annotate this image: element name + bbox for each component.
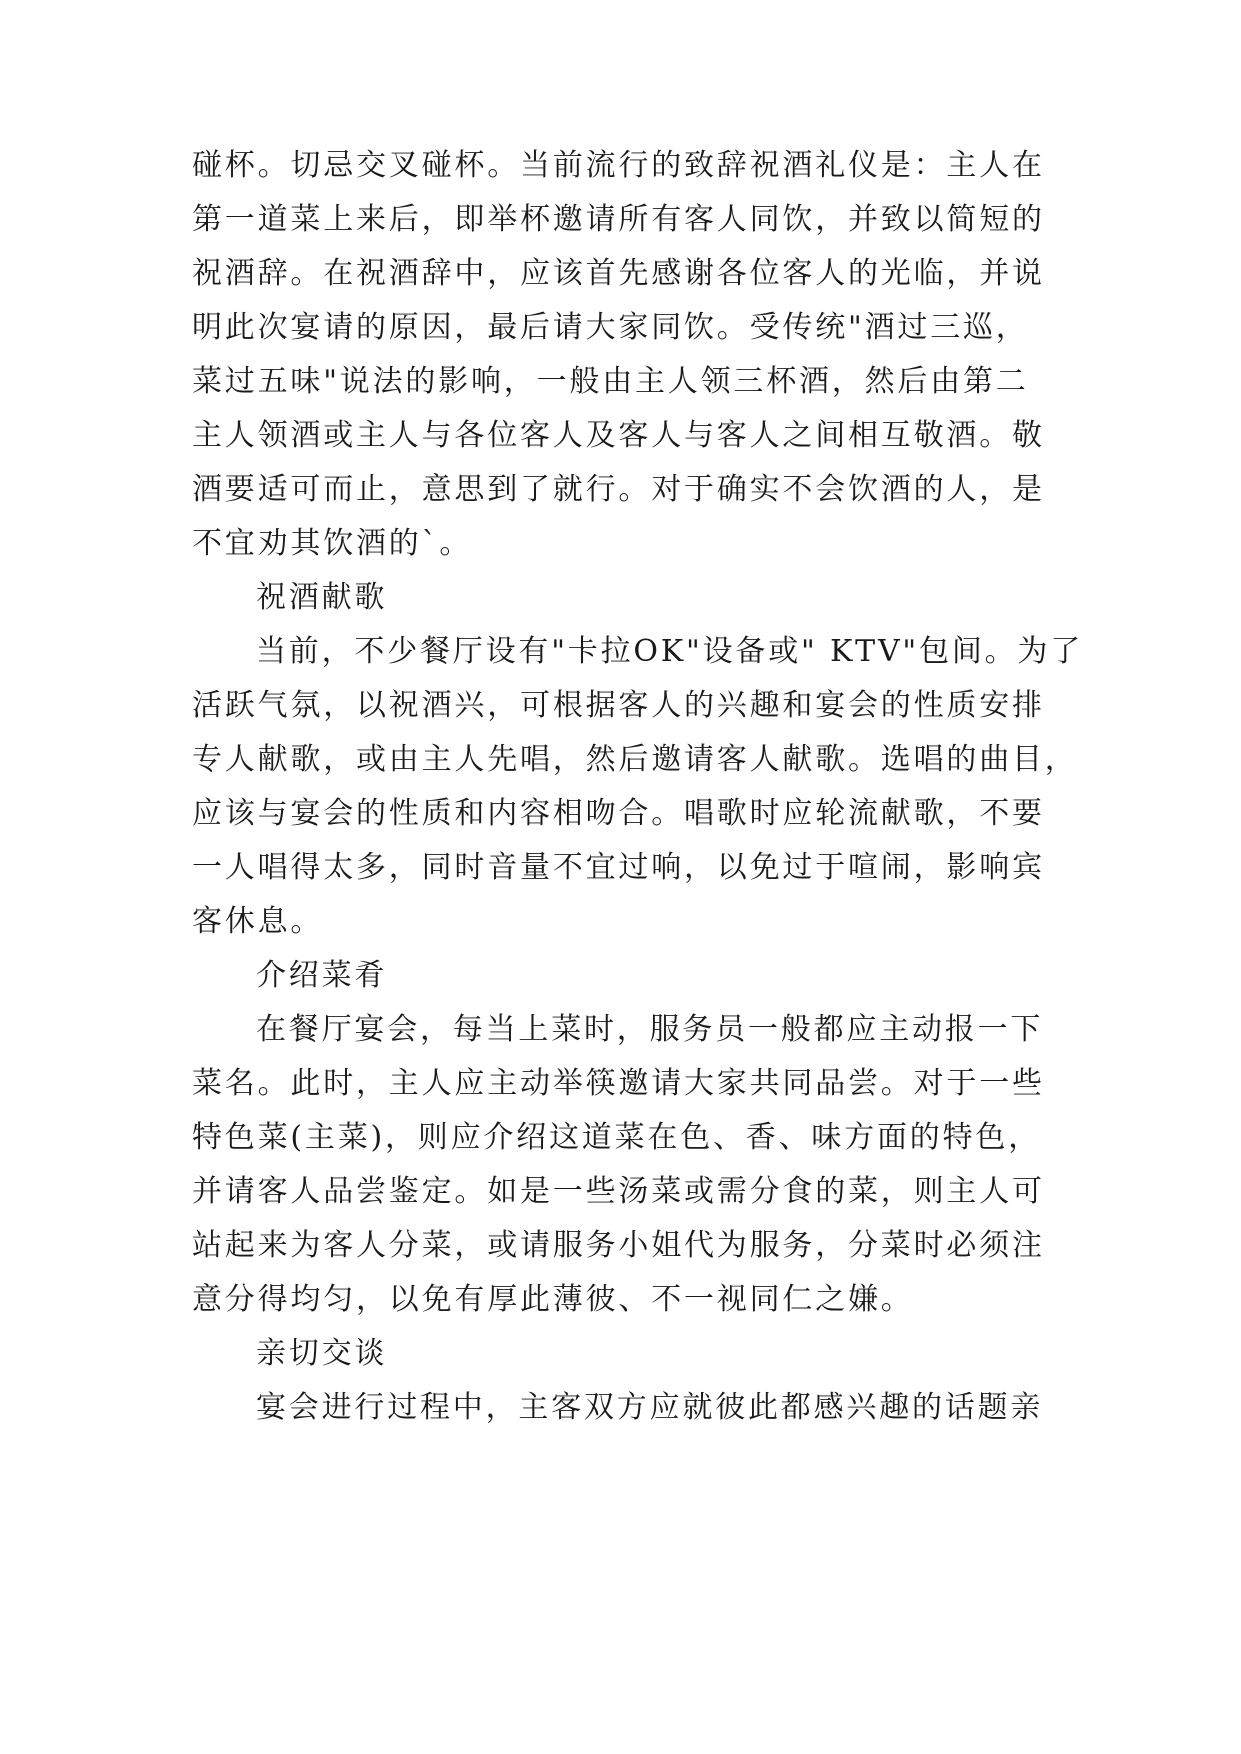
text-line: 不宜劝其饮酒的`。 — [192, 526, 473, 561]
text-line: 应该与宴会的性质和内容相吻合。唱歌时应轮流献歌，不要 — [192, 796, 1045, 831]
text-line: 祝酒辞。在祝酒辞中，应该首先感谢各位客人的光临，并说 — [192, 256, 1045, 291]
text-line: 菜名。此时，主人应主动举筷邀请大家共同品尝。对于一些 — [192, 1066, 1045, 1101]
text-line: 活跃气氛，以祝酒兴，可根据客人的兴趣和宴会的性质安排 — [192, 688, 1045, 723]
section-heading: 祝酒献歌 — [256, 580, 388, 615]
text-line: 专人献歌，或由主人先唱，然后邀请客人献歌。选唱的曲目， — [192, 742, 1078, 777]
paragraph-first-line: 宴会进行过程中，主客双方应就彼此都感兴趣的话题亲 — [256, 1390, 1044, 1425]
text-line: 一人唱得太多，同时音量不宜过响，以免过于喧闹，影响宾 — [192, 850, 1045, 885]
text-line: 主人领酒或主人与各位客人及客人与客人之间相互敬酒。敬 — [192, 418, 1045, 453]
paragraph-first-line: 当前，不少餐厅设有"卡拉OK"设备或" KTV"包间。为了 — [256, 634, 1084, 669]
paragraph-first-line: 在餐厅宴会，每当上菜时，服务员一般都应主动报一下 — [256, 1012, 1044, 1047]
text-line: 碰杯。切忌交叉碰杯。当前流行的致辞祝酒礼仪是：主人在 — [192, 148, 1045, 183]
text-line: 酒要适可而止，意思到了就行。对于确实不会饮酒的人，是 — [192, 472, 1045, 507]
section-heading: 介绍菜肴 — [256, 958, 388, 993]
text-line: 菜过五味"说法的影响，一般由主人领三杯酒，然后由第二 — [192, 364, 1029, 399]
text-line: 意分得均匀，以免有厚此薄彼、不一视同仁之嫌。 — [192, 1282, 914, 1317]
text-line: 客休息。 — [192, 904, 324, 939]
text-line: 并请客人品尝鉴定。如是一些汤菜或需分食的菜，则主人可 — [192, 1174, 1045, 1209]
section-heading: 亲切交谈 — [256, 1336, 388, 1371]
text-line: 特色菜(主菜)，则应介绍这道菜在色、香、味方面的特色， — [192, 1120, 1042, 1155]
text-line: 第一道菜上来后，即举杯邀请所有客人同饮，并致以简短的 — [192, 202, 1045, 237]
text-line: 明此次宴请的原因，最后请大家同饮。受传统"酒过三巡， — [192, 310, 1029, 345]
text-line: 站起来为客人分菜，或请服务小姐代为服务，分菜时必须注 — [192, 1228, 1045, 1263]
